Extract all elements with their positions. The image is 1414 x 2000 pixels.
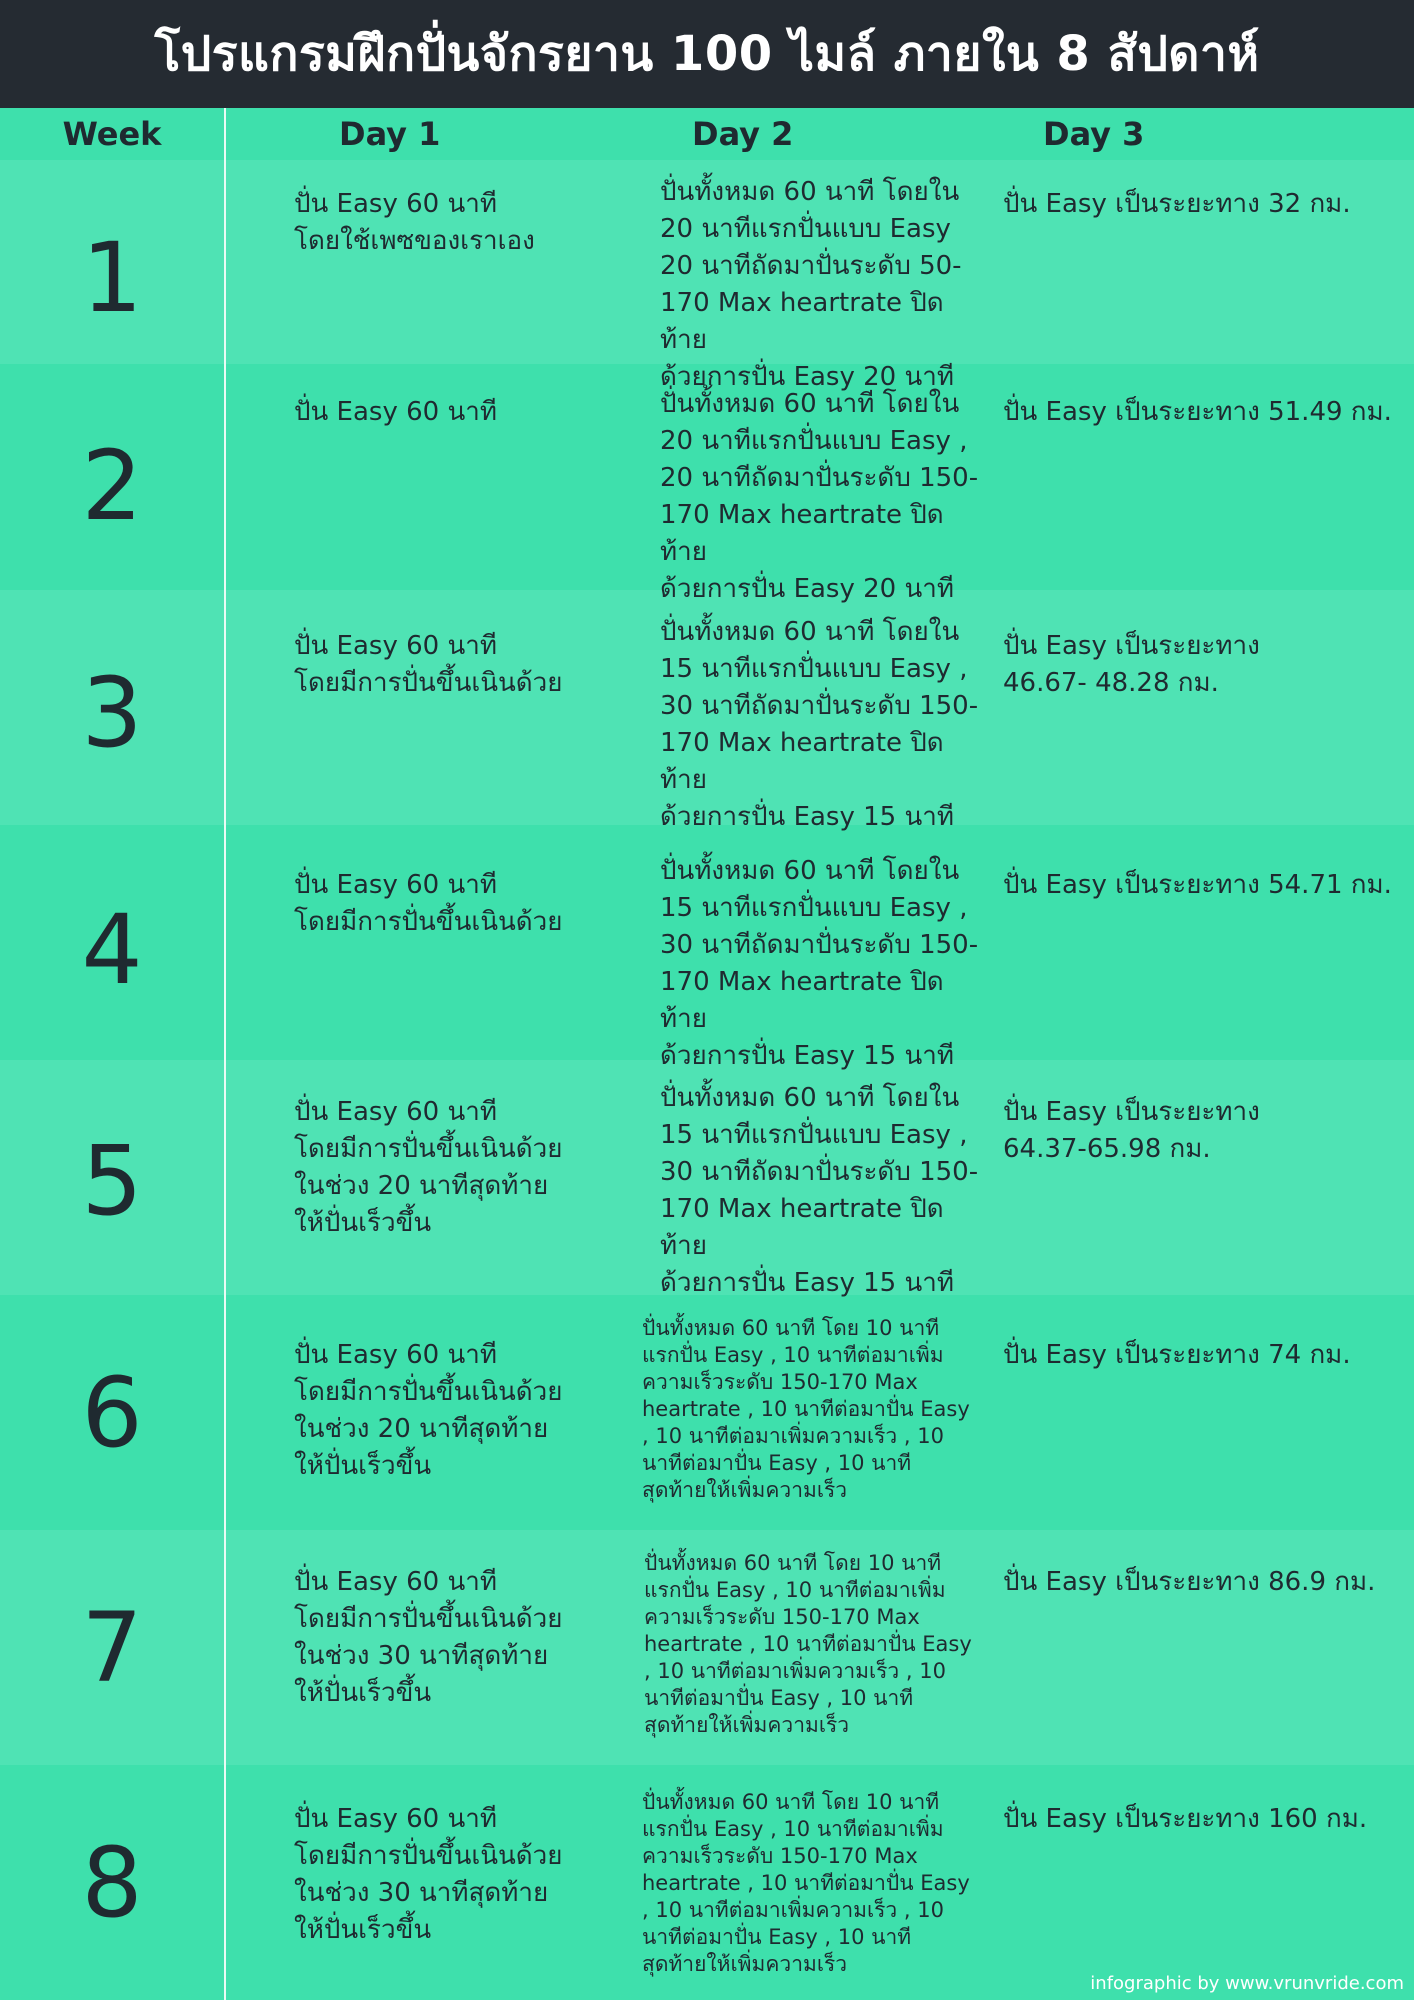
header-day3: Day 3: [1043, 115, 1145, 153]
day1-cell: ปั่น Easy 60 นาที โดยมีการปั่นขึ้นเนินด้วย ในช่วง 20 นาทีสุดท้าย ให้ปั่นเร็วขึ้น: [294, 1097, 563, 1238]
training-table: [0, 108, 1414, 2000]
header-day1: Day 1: [339, 115, 441, 153]
week-number: 3: [81, 657, 143, 769]
week-number: 1: [81, 222, 143, 334]
day3-cell: ปั่น Easy เป็นระยะทาง 74 กม.: [1003, 1340, 1351, 1370]
page-title: โปรแกรมฝึกปั่นจักรยาน 100 ไมล์ ภายใน 8 สัปดาห์: [0, 0, 1414, 108]
table-row: [0, 590, 1414, 832]
week-number: 2: [81, 430, 143, 542]
day2-cell: ปั่นทั้งหมด 60 นาที โดย 10 นาที แรกปั่น Easy , 10 นาทีต่อมาเพิ่ม ความเร็วระดับ 150-170 Max heartrate , 10 นาทีต่อมาปั่น Easy , 10 นาทีต่อมาเพิ่มความเร็ว , 10 นาทีต่อมาปั่น Easy , 10 นาที สุดท้ายให้เพิ่มความเร็ว: [642, 1790, 970, 1976]
day3-cell: ปั่น Easy เป็นระยะทาง 64.37-65.98 กม.: [1003, 1097, 1260, 1164]
day2-cell: ปั่นทั้งหมด 60 นาที โดย 10 นาที แรกปั่น Easy , 10 นาทีต่อมาเพิ่ม ความเร็วระดับ 150-170 Max heartrate , 10 นาทีต่อมาปั่น Easy , 10 นาทีต่อมาเพิ่มความเร็ว , 10 นาทีต่อมาปั่น Easy , 10 นาที สุดท้ายให้เพิ่มความเร็ว: [644, 1551, 972, 1737]
day2-cell: ปั่นทั้งหมด 60 นาที โดยใน 15 นาทีแรกปั่นแบบ Easy , 30 นาทีถัดมาปั่นระดับ 150- 170 Max heartrate ปิดท้าย ด้วยการปั่น Easy 15 นาที: [660, 617, 979, 832]
table-header: [0, 108, 1414, 160]
day1-cell: ปั่น Easy 60 นาที โดยมีการปั่นขึ้นเนินด้วย: [294, 870, 563, 937]
day1-cell: ปั่น Easy 60 นาที: [294, 397, 497, 427]
table-row: [0, 1530, 1414, 1765]
table-row: [0, 160, 1414, 392]
day1-cell: ปั่น Easy 60 นาที โดยมีการปั่นขึ้นเนินด้วย ในช่วง 20 นาทีสุดท้าย ให้ปั่นเร็วขึ้น: [294, 1340, 563, 1481]
footer-credit: infographic by www.vrunvride.com: [1090, 1973, 1404, 1994]
week-number: 8: [81, 1826, 143, 1939]
table-row: [0, 364, 1414, 604]
day2-cell: ปั่นทั้งหมด 60 นาที โดยใน 20 นาทีแรกปั่นแบบ Easy 20 นาทีถัดมาปั่นระดับ 50- 170 Max heartrate ปิดท้าย ด้วยการปั่น Easy 20 นาที: [660, 177, 962, 392]
table-row: [0, 1295, 1414, 1530]
table-row: [0, 825, 1414, 1071]
header-day2: Day 2: [692, 115, 794, 153]
column-divider: [224, 108, 226, 2000]
table-row: [0, 1765, 1414, 2000]
day1-cell: ปั่น Easy 60 นาที โดยมีการปั่นขึ้นเนินด้วย: [294, 631, 563, 698]
table-row: [0, 1060, 1414, 1298]
week-number: 4: [81, 894, 143, 1006]
day3-cell: ปั่น Easy เป็นระยะทาง 32 กม.: [1003, 189, 1351, 219]
week-number: 7: [81, 1591, 143, 1704]
header-week: Week: [62, 115, 162, 153]
day1-cell: ปั่น Easy 60 นาที โดยมีการปั่นขึ้นเนินด้วย ในช่วง 30 นาทีสุดท้าย ให้ปั่นเร็วขึ้น: [294, 1804, 563, 1945]
day3-cell: ปั่น Easy เป็นระยะทาง 160 กม.: [1003, 1804, 1368, 1834]
day3-cell: ปั่น Easy เป็นระยะทาง 46.67- 48.28 กม.: [1003, 631, 1260, 698]
day1-cell: ปั่น Easy 60 นาที โดยใช้เพซของเราเอง: [294, 189, 535, 256]
day2-cell: ปั่นทั้งหมด 60 นาที โดย 10 นาที แรกปั่น Easy , 10 นาทีต่อมาเพิ่ม ความเร็วระดับ 150-170 Max heartrate , 10 นาทีต่อมาปั่น Easy , 10 นาทีต่อมาเพิ่มความเร็ว , 10 นาทีต่อมาปั่น Easy , 10 นาที สุดท้ายให้เพิ่มความเร็ว: [642, 1316, 970, 1502]
day2-cell: ปั่นทั้งหมด 60 นาที โดยใน 15 นาทีแรกปั่นแบบ Easy , 30 นาทีถัดมาปั่นระดับ 150- 170 Max heartrate ปิดท้าย ด้วยการปั่น Easy 15 นาที: [660, 1083, 979, 1298]
day3-cell: ปั่น Easy เป็นระยะทาง 51.49 กม.: [1003, 397, 1392, 427]
day2-cell: ปั่นทั้งหมด 60 นาที โดยใน 15 นาทีแรกปั่นแบบ Easy , 30 นาทีถัดมาปั่นระดับ 150- 170 Max heartrate ปิดท้าย ด้วยการปั่น Easy 15 นาที: [660, 856, 979, 1071]
week-number: 6: [81, 1356, 143, 1469]
day1-cell: ปั่น Easy 60 นาที โดยมีการปั่นขึ้นเนินด้วย ในช่วง 30 นาทีสุดท้าย ให้ปั่นเร็วขึ้น: [294, 1567, 563, 1708]
day2-cell: ปั่นทั้งหมด 60 นาที โดยใน 20 นาทีแรกปั่นแบบ Easy , 20 นาทีถัดมาปั่นระดับ 150- 170 Max heartrate ปิดท้าย ด้วยการปั่น Easy 20 นาที: [660, 389, 979, 604]
week-number: 5: [81, 1125, 143, 1237]
day3-cell: ปั่น Easy เป็นระยะทาง 54.71 กม.: [1003, 870, 1392, 900]
day3-cell: ปั่น Easy เป็นระยะทาง 86.9 กม.: [1003, 1567, 1376, 1597]
